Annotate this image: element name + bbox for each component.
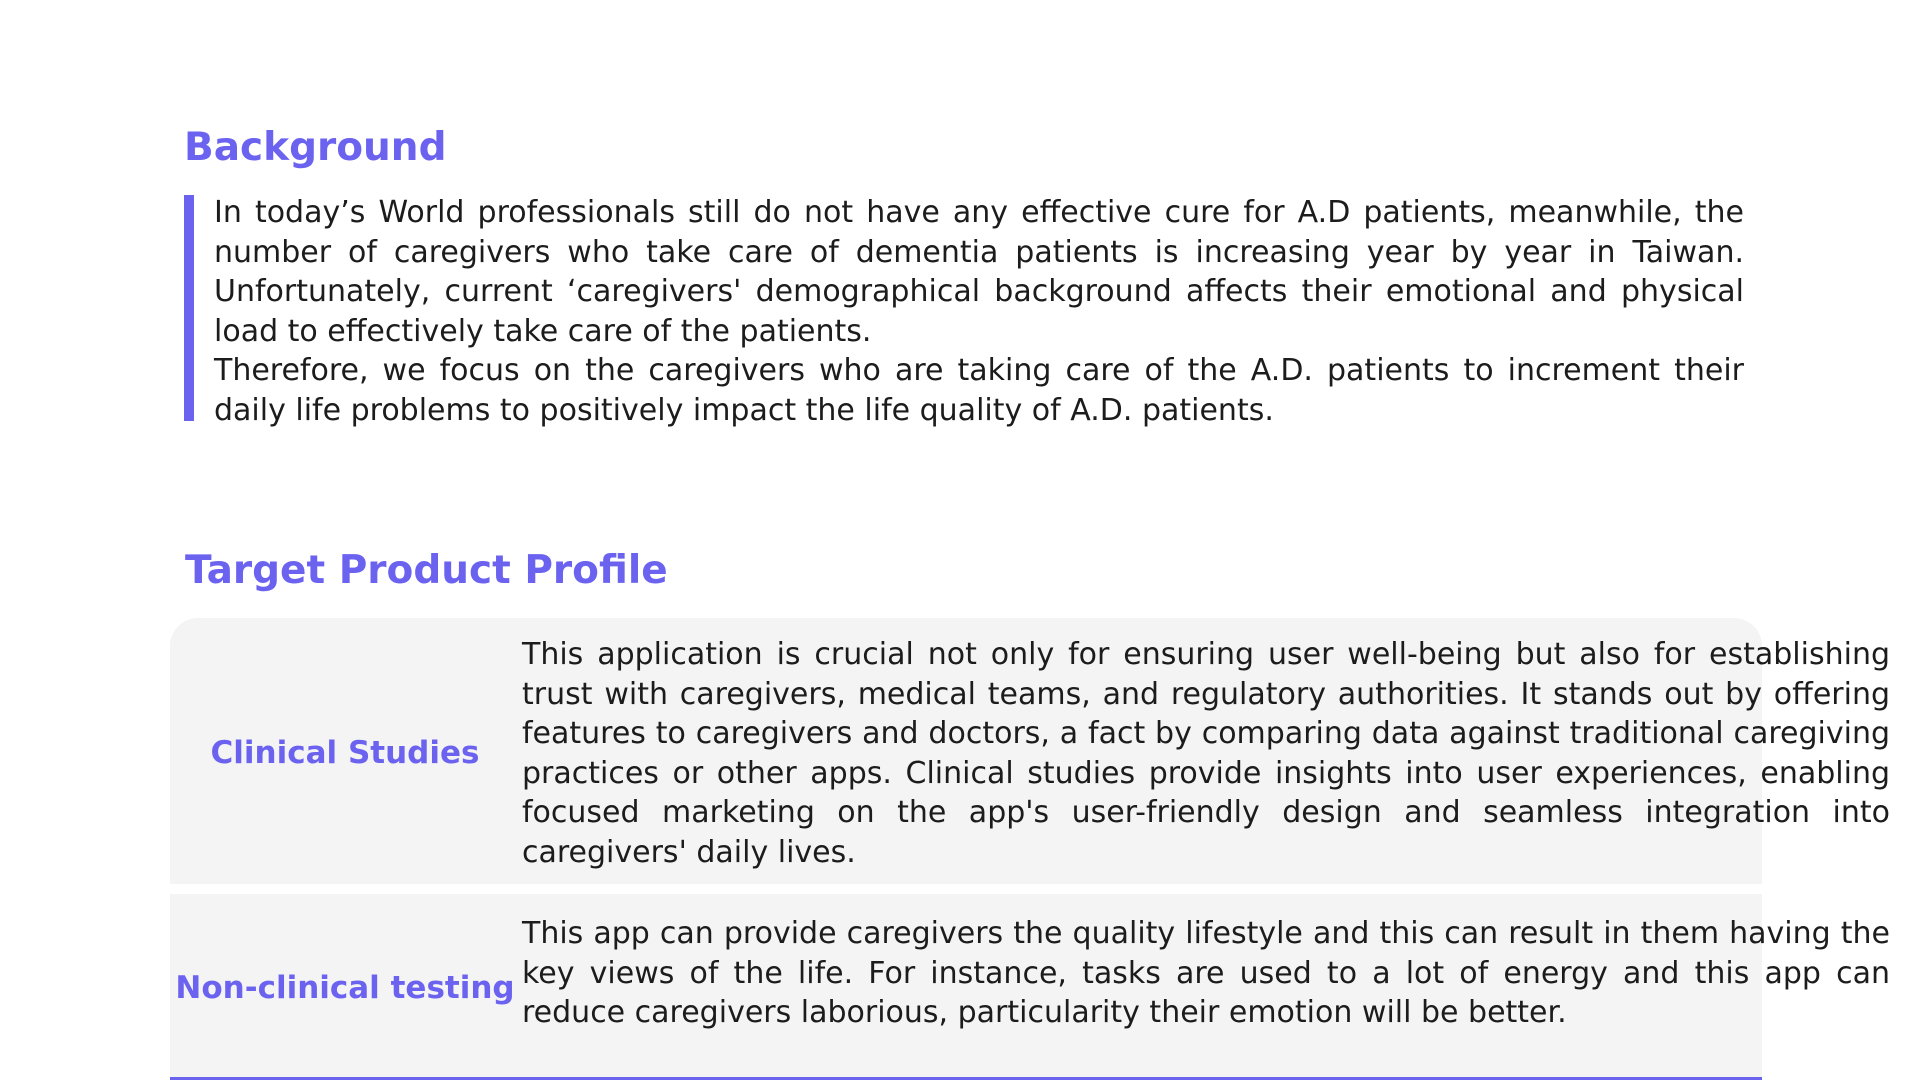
background-body: [214, 193, 1744, 430]
profile-row-description: This app can provide caregivers the quality lifestyle and this can result in them having the key views of the life. For instance, tasks are used to a lot of energy and this app can reduce caregivers laborious, particularity their emotion will be better.: [522, 916, 1890, 1030]
profile-row-description: This application is crucial not only for ensuring user well-being but also for establishing trust with caregivers, medical teams, and regulatory authorities. It stands out by offering features to caregivers and doctors, a fact by comparing data against traditional caregiving practices or other apps. Clinical studies provide insights into user experiences, enabling focused marketing on the app's user-friendly design and seamless integration into caregivers' daily lives.: [522, 637, 1890, 870]
profile-row-clinical-studies: [170, 618, 1890, 884]
profile-row-label: Clinical Studies: [210, 734, 480, 771]
profile-row-label: Non-clinical testing: [175, 970, 515, 1006]
background-heading: Background: [184, 125, 447, 170]
profile-row-non-clinical-testing: [170, 894, 1890, 1080]
target-product-profile-heading: Target Product Profile: [185, 548, 668, 593]
background-paragraph-1: In today’s World professionals still do not have any effective cure for A.D patients, meanwhile, the number of caregivers who take care of dementia patients is increasing year by year in Taiwan. Unfortunately, current ‘caregivers' demographical background affects their emotional and physical load to effectively take care of the patients.: [214, 195, 1744, 349]
background-accent-bar: [184, 195, 194, 421]
target-product-profile-table: [170, 618, 1890, 1080]
background-paragraph-2: Therefore, we focus on the caregivers who are taking care of the A.D. patients to increment their daily life problems to positively impact the life quality of A.D. patients.: [214, 353, 1744, 428]
